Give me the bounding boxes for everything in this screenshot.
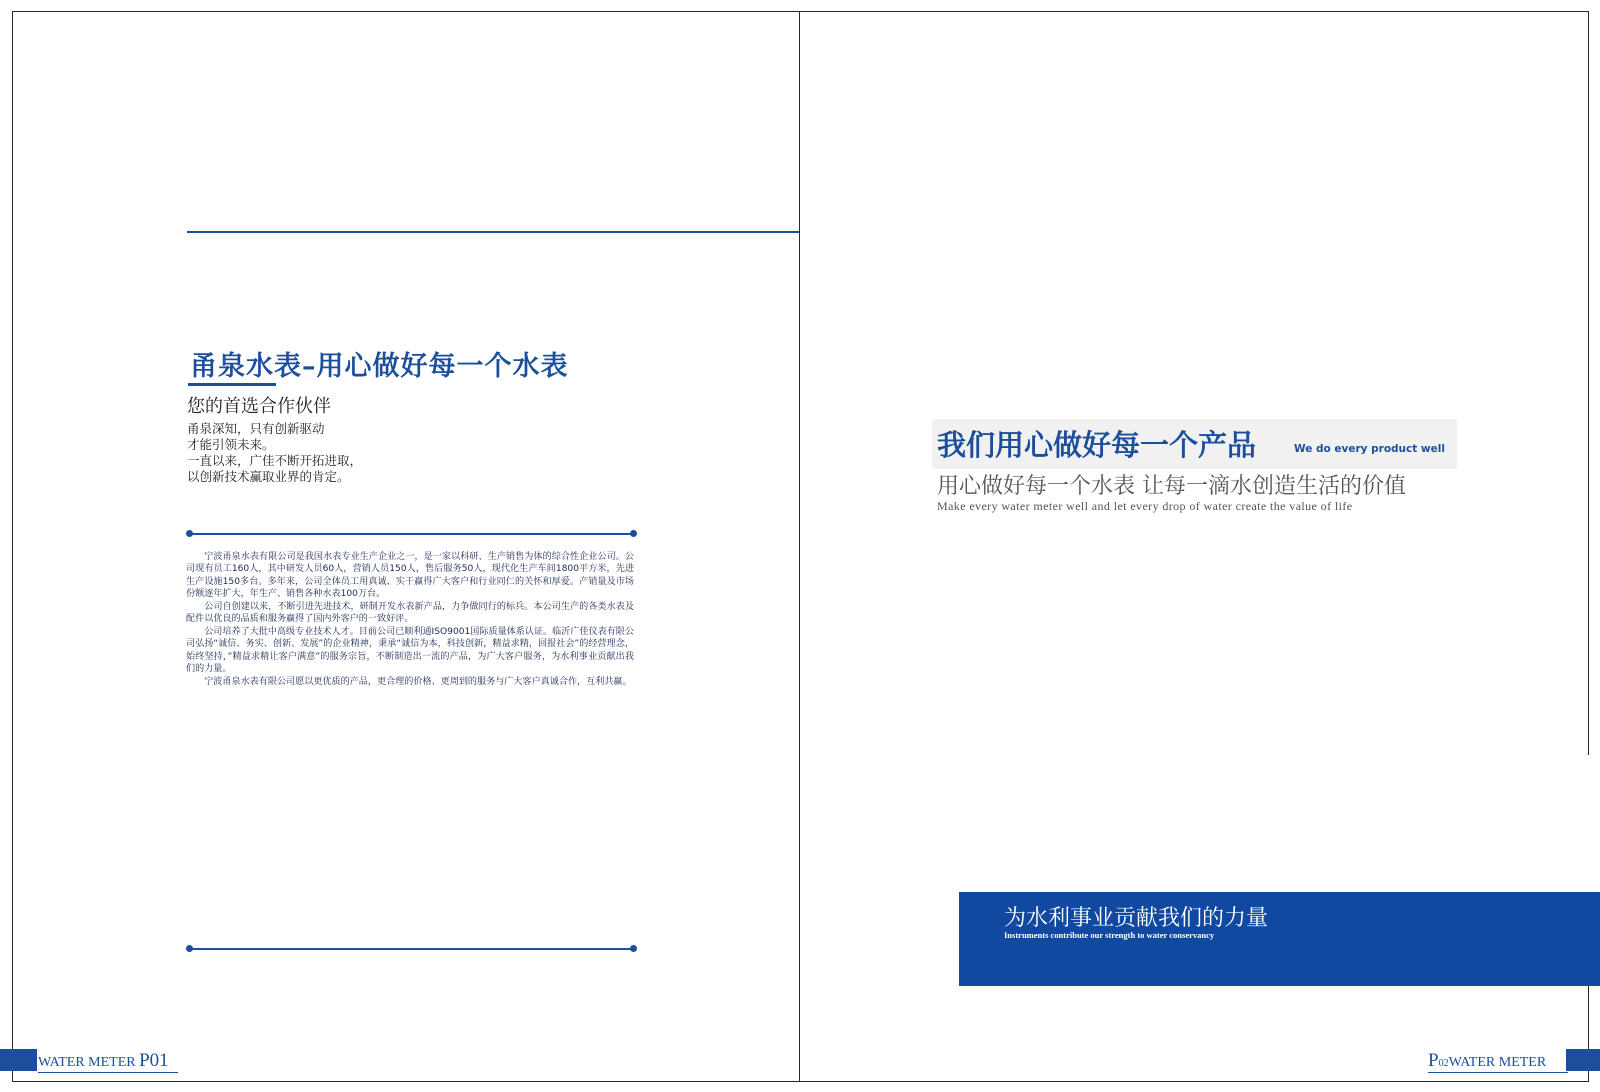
- intro-line: 甬泉深知，只有创新驱动: [187, 421, 325, 436]
- page-subtitle: 您的首选合作伙伴: [187, 396, 331, 417]
- footer-page-number: 02: [1438, 1058, 1449, 1069]
- frame-left-border: [12, 11, 13, 1082]
- intro-line: 才能引领未来。: [187, 437, 275, 452]
- footer-right: [1428, 1050, 1568, 1073]
- banner-subtitle: Instruments contribute our strength to water conservancy: [1004, 930, 1215, 940]
- top-accent-line: [187, 231, 799, 233]
- slogan-english: Make every water meter well and let every drop of water create the value of life: [937, 499, 1353, 513]
- headline: 我们用心做好每一个产品: [937, 428, 1257, 462]
- divider-dot-end: [630, 945, 637, 952]
- body-paragraph: 公司自创建以来，不断引进先进技术，研制开发水表新产品，力争做同行的标兵。本公司生产的各类水表及配件以优良的品质和服务赢得了国内外客户的一致好评。: [186, 601, 634, 625]
- divider-line-upper: [190, 533, 634, 535]
- headline-english: We do every product well: [1294, 443, 1445, 455]
- footer-accent-block-right: [1566, 1049, 1600, 1071]
- footer-page-number: P01: [139, 1050, 169, 1071]
- frame-bottom-border: [12, 1081, 1588, 1082]
- body-paragraph: 公司培养了大批中高级专业技术人才。目前公司已顺利通ISO9001国际质量体系认证。临沂广佳仪表有限公司弘扬“诚信、务实、创新、发展”的企业精神，秉承“诚信为本，科技创新，精益求精，回报社会”的经营理念，始终坚持，”精益求精让客户满意”的服务宗旨，不断制造出一流的产品，为广大客户服务，为水利事业贡献出我们的力量。: [186, 626, 634, 675]
- intro-line: 一直以来，广佳不断开拓进取，: [187, 453, 363, 468]
- spine-divider: [799, 11, 800, 1082]
- body-paragraph: 宁波甬泉水表有限公司是我国水表专业生产企业之一，是一家以科研、生产销售为体的综合性企业公司。公司现有员工160人，其中研发人员60人，营销人员150人，售后服务50人，现代化生产车间1800平方米，先进生产设施150多台。多年来，公司全体员工用真诚、实干赢得广大客户和行业同仁的关怀和厚爱。产销量及市场份额逐年扩大，年生产、销售各种水表100万台。: [186, 552, 634, 600]
- intro-line: 以创新技术赢取业界的肯定。: [187, 469, 350, 484]
- footer-accent-block-left: [0, 1049, 37, 1071]
- footer-text: WATER METER: [38, 1055, 136, 1070]
- footer-text: WATER METER: [1448, 1055, 1547, 1070]
- body-paragraph: 宁波甬泉水表有限公司愿以更优质的产品，更合理的价格、更周到的服务与广大客户真诚合作，互利共赢。: [204, 676, 632, 687]
- frame-right-border-upper: [1588, 11, 1589, 755]
- footer-page-letter: P: [1428, 1050, 1439, 1071]
- intro-text: [187, 421, 362, 485]
- page-title: 甬泉水表–用心做好每一个水表: [190, 351, 569, 382]
- footer-left: [38, 1050, 178, 1073]
- divider-dot-end: [630, 530, 637, 537]
- frame-top-border: [12, 11, 1588, 12]
- slogan: 用心做好每一个水表 让每一滴水创造生活的价值: [937, 474, 1406, 499]
- contribution-banner: [959, 892, 1600, 986]
- divider-line-lower: [190, 948, 634, 950]
- company-description: [186, 551, 634, 688]
- title-underline: [188, 383, 276, 386]
- banner-title: 为水利事业贡献我们的力量: [1004, 906, 1269, 931]
